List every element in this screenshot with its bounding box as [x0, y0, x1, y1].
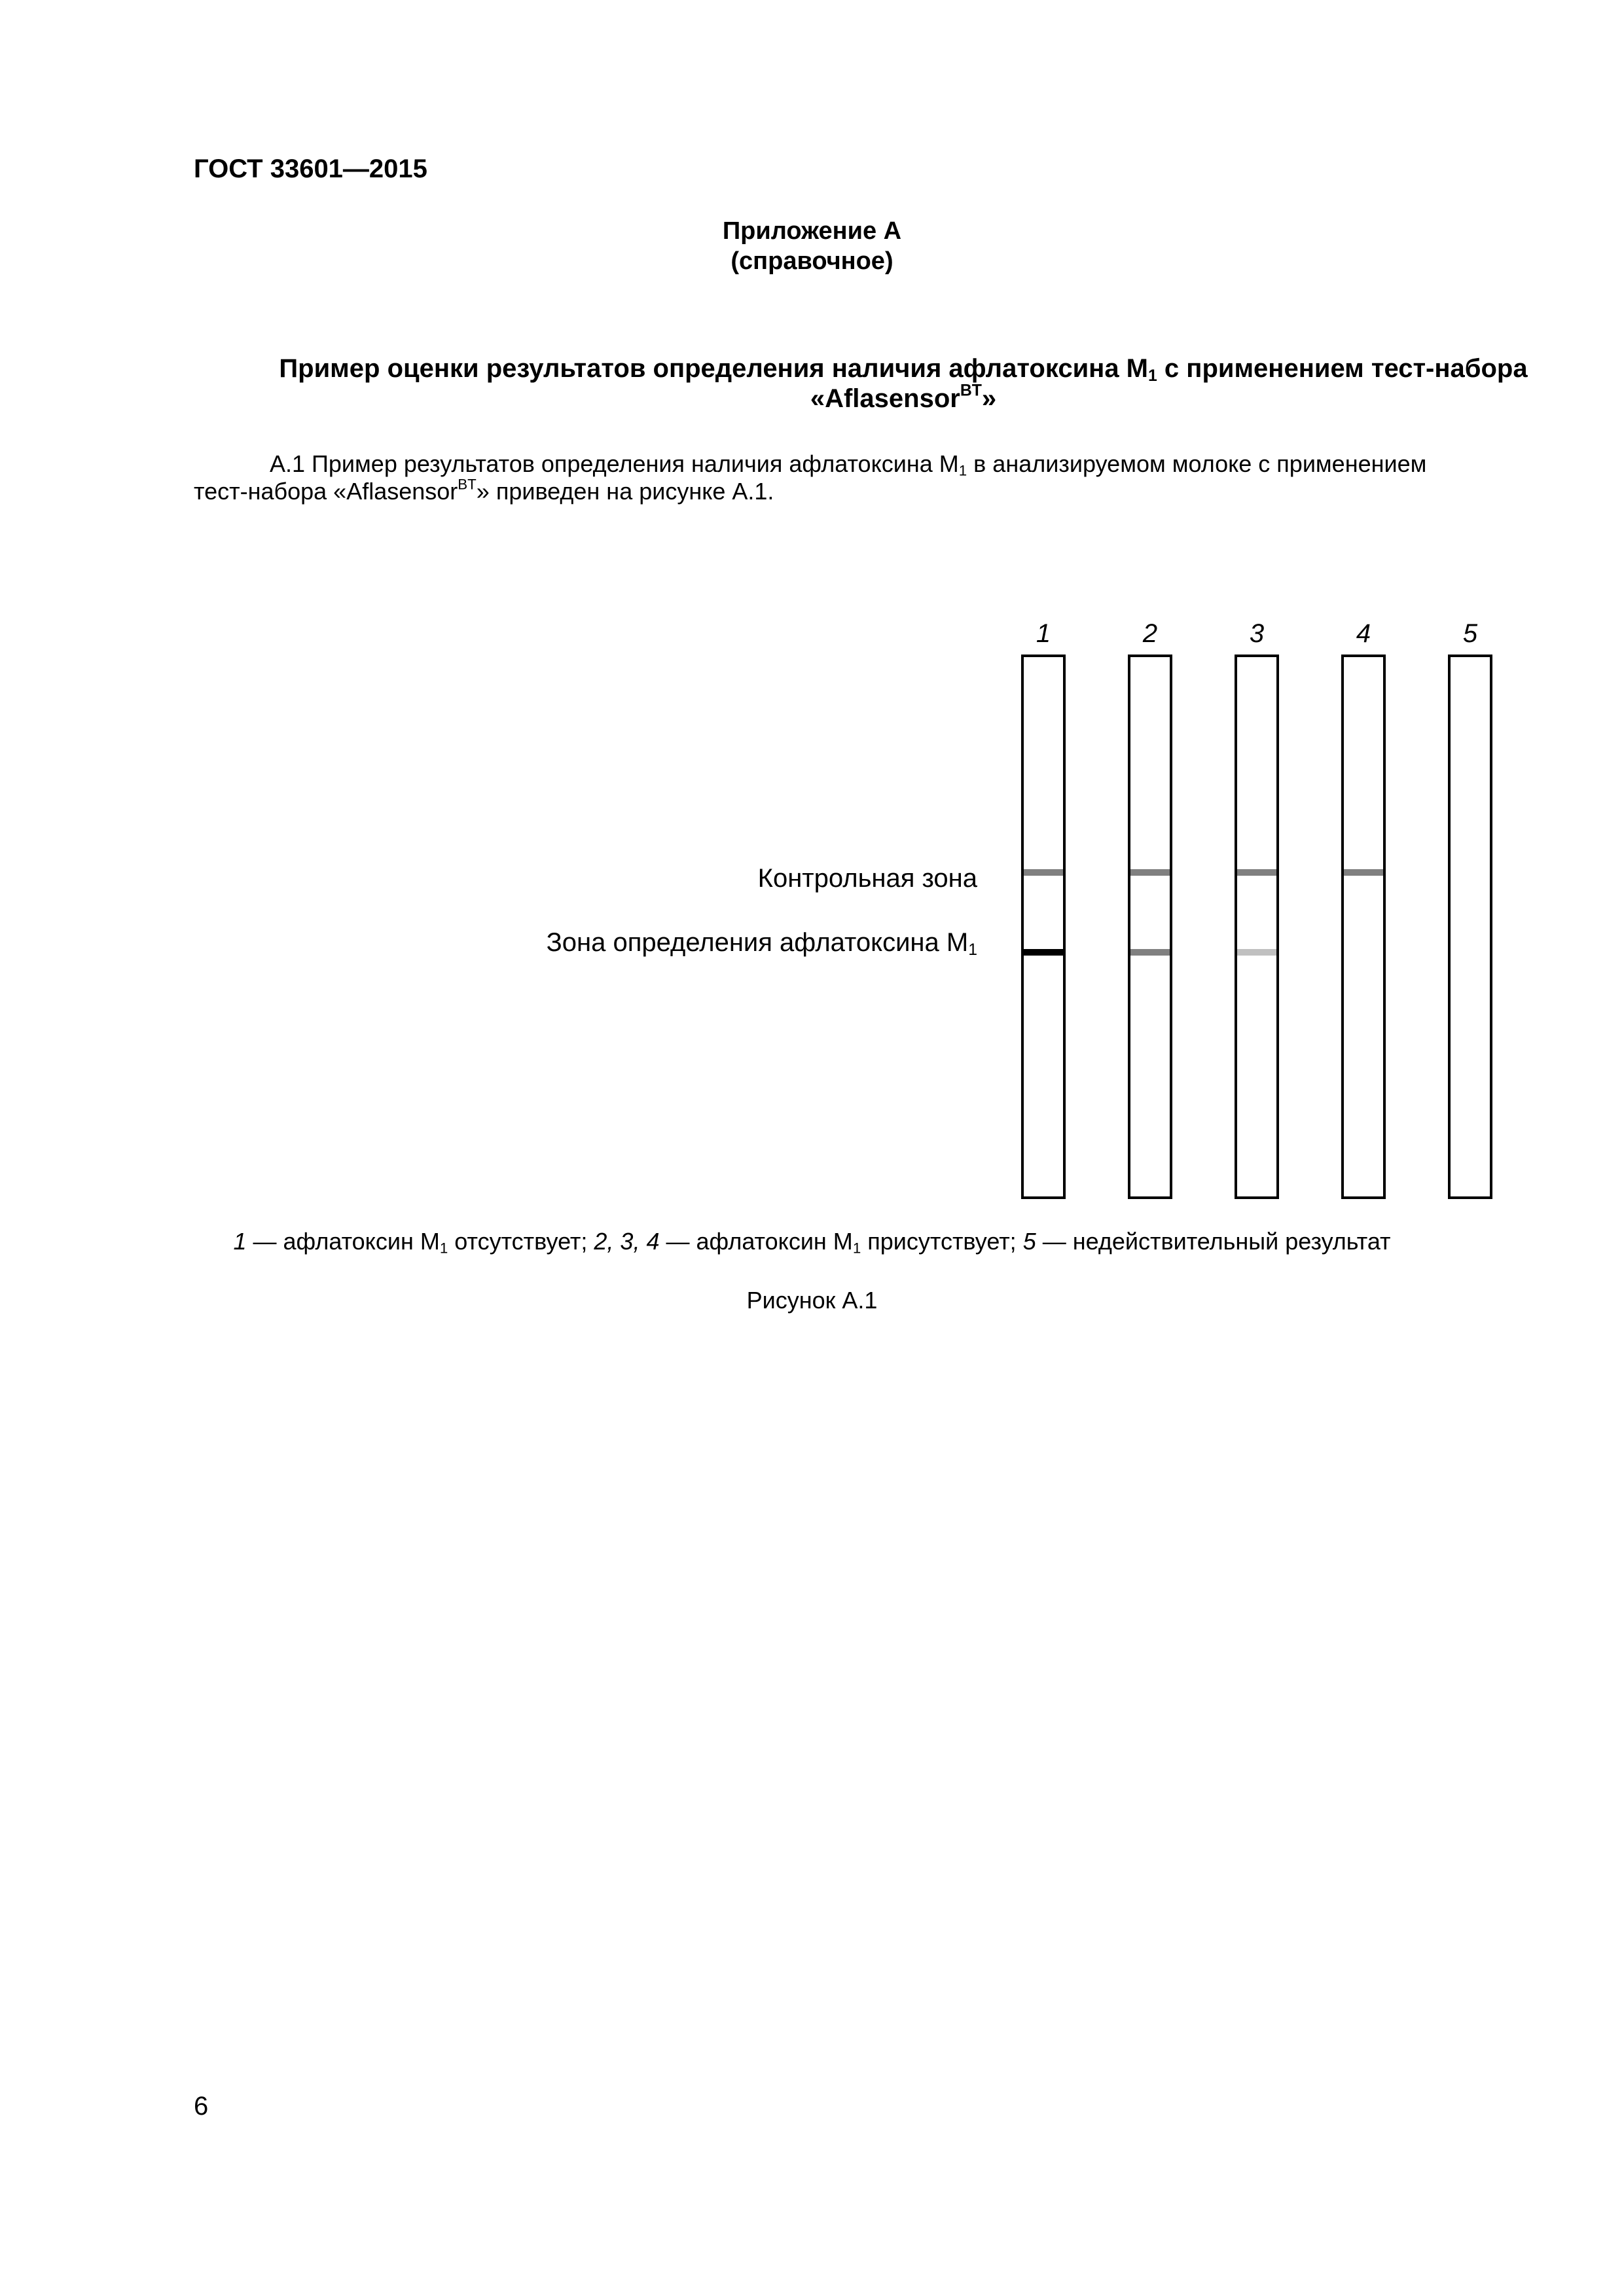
title-superscript: BT — [960, 382, 982, 400]
detection-zone-label — [547, 928, 977, 958]
appendix-type: (справочное) — [731, 247, 893, 275]
control-band — [1344, 869, 1383, 876]
standard-code: ГОСТ 33601—2015 — [194, 154, 427, 183]
title-closing-quote: » — [981, 384, 997, 413]
document-title-line-2 — [170, 384, 1624, 414]
legend-number: 2, 3, 4 — [594, 1228, 660, 1255]
test-strip — [1341, 655, 1386, 1199]
test-strip — [1448, 655, 1492, 1199]
legend-text: — афлатоксин М — [246, 1228, 440, 1255]
paragraph-line-1 — [194, 450, 1503, 478]
title-subscript: 1 — [1148, 367, 1157, 386]
legend-text: — афлатоксин М — [659, 1228, 853, 1255]
legend-text: отсутствует; — [448, 1228, 594, 1255]
strip-number: 2 — [1142, 619, 1158, 648]
title-product-name: «Aflasensor — [810, 384, 960, 413]
test-strip — [1021, 655, 1066, 1199]
paragraph-a1 — [194, 450, 1503, 505]
legend-text: присутствует; — [861, 1228, 1023, 1255]
strip-number: 5 — [1462, 619, 1478, 648]
legend-text: — недействительный результат — [1036, 1228, 1391, 1255]
figure-legend — [0, 1228, 1624, 1255]
title-text-end: с применением тест-набора — [1157, 354, 1528, 383]
appendix-heading — [0, 216, 1624, 276]
strip-number: 4 — [1356, 619, 1371, 648]
legend-number: 5 — [1022, 1228, 1036, 1255]
appendix-title: Приложение А — [722, 217, 902, 245]
detection-zone-text: Зона определения афлатоксина М — [546, 928, 969, 957]
paragraph-text: А.1 Пример результатов определения наличия афлатоксина М — [270, 450, 959, 477]
document-title-line-1 — [170, 353, 1624, 384]
detection-zone-subscript: 1 — [968, 941, 977, 960]
control-zone-label: Контрольная зона — [757, 864, 977, 893]
paragraph-text: тест-набора «Aflasensor — [194, 478, 458, 505]
test-band — [1024, 949, 1063, 956]
control-band — [1024, 869, 1063, 876]
title-text: Пример оценки результатов определения наличия афлатоксина М — [279, 354, 1149, 383]
strip-number: 1 — [1036, 619, 1051, 648]
paragraph-subscript: 1 — [958, 462, 967, 479]
paragraph-text: в анализируемом молоке с применением — [967, 450, 1427, 477]
legend-subscript: 1 — [439, 1240, 448, 1257]
test-strip — [1235, 655, 1279, 1199]
legend-subscript: 1 — [852, 1240, 861, 1257]
control-band — [1237, 869, 1276, 876]
page-number: 6 — [194, 2092, 209, 2121]
paragraph-superscript: BT — [458, 476, 477, 493]
test-strip — [1128, 655, 1172, 1199]
legend-number: 1 — [233, 1228, 247, 1255]
figure-caption: Рисунок А.1 — [746, 1287, 878, 1314]
test-band — [1237, 949, 1276, 956]
strip-number: 3 — [1249, 619, 1265, 648]
document-title — [170, 353, 1624, 414]
test-band — [1130, 949, 1170, 956]
paragraph-line-2 — [194, 478, 1503, 505]
paragraph-text: » приведен на рисунке А.1. — [476, 478, 774, 505]
control-band — [1130, 869, 1170, 876]
